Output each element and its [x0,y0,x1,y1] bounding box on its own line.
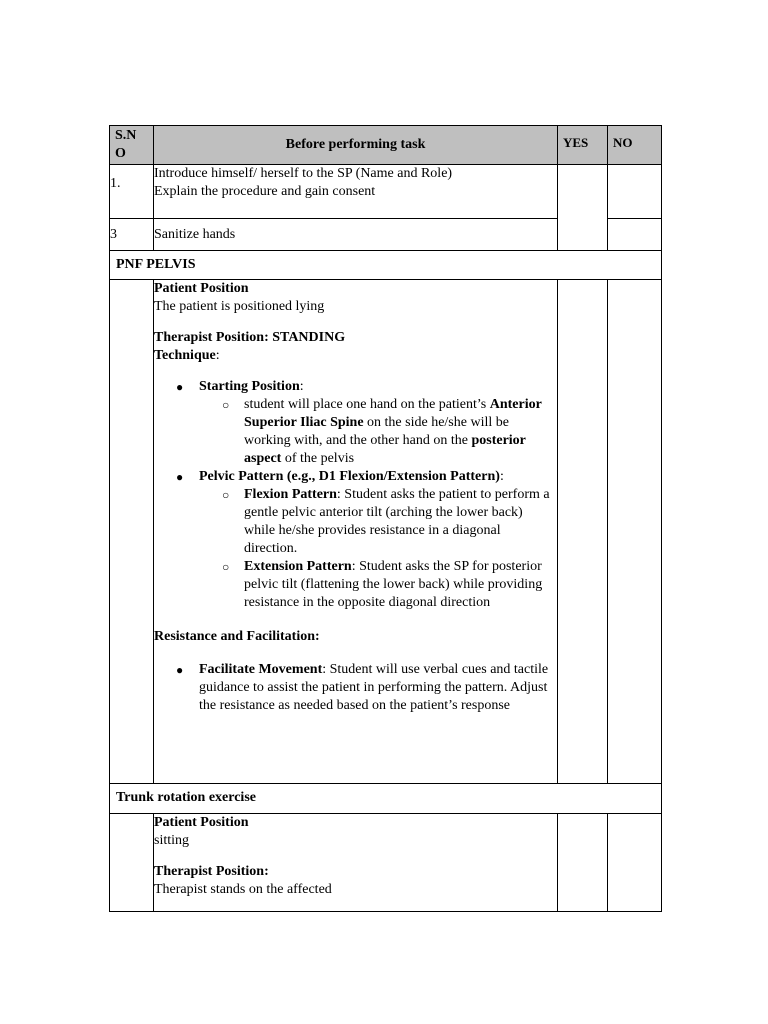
yes-checkbox-cell[interactable] [558,814,608,912]
no-checkbox-cell[interactable] [608,280,662,784]
sub-bullet-icon: ○ [222,398,230,412]
table-row [110,814,662,912]
no-checkbox-cell[interactable] [608,165,662,219]
row-task [154,219,558,251]
no-checkbox-cell[interactable] [608,219,662,251]
starting-text: student will place one hand on the patient’s [244,397,490,412]
sno-header [110,126,154,165]
list-item [154,661,557,715]
no-checkbox-cell[interactable] [608,814,662,912]
section-heading-pnf-pelvis: PNF PELVIS [110,251,662,280]
starting-position-colon: : [299,379,304,394]
patient-position-text: sitting [154,833,190,848]
bullet-icon: ● [176,470,184,484]
technique-line [154,347,557,365]
no-label: NO [613,135,633,150]
list-item [154,486,557,558]
starting-text: on the side he/she will be working with, and the other hand on the [244,415,509,448]
table-row [110,280,662,784]
table-row [110,165,662,219]
starting-text: of the pelvis [281,451,355,466]
row-number [110,165,154,219]
yes-label: YES [563,135,589,150]
section-heading-trunk-rotation: Trunk rotation exercise [110,784,662,814]
patient-position-label: Patient Position [154,815,249,830]
technique-colon: : [215,348,220,363]
task-line: Introduce himself/ herself to the SP (Name and Role) [154,166,453,181]
starting-position-label: Starting Position [199,379,300,394]
row-task [154,165,558,219]
facilitate-movement-text: : Student will use verbal cues and tactile guidance to assist the patient in performing the pattern. Adjust the resistance as needed based on the patient’s response [199,662,549,713]
flexion-pattern-text: : Student asks the patient to perform a gentle pelvic anterior tilt (arching the lower back) while he/she provides resistance in a diagonal direction. [244,487,550,556]
resistance-facilitation-label: Resistance and Facilitation: [154,629,320,644]
patient-position-text: The patient is positioned lying [154,299,325,314]
row-number [110,814,154,912]
row-number-text: 3 [110,227,117,242]
task-header [154,126,558,165]
asis-term: Anterior Superior Iliac Spine [244,397,542,430]
sub-bullet-icon: ○ [222,488,230,502]
patient-position-label: Patient Position [154,281,249,296]
posterior-aspect-term: posterior aspect [244,433,526,466]
therapist-position-label: Therapist Position: STANDING [154,330,346,345]
row-number [110,280,154,784]
yes-checkbox-cell[interactable] [558,280,608,784]
list-item [154,558,557,612]
flexion-pattern-label: Flexion Pattern [244,487,337,502]
task-line: Explain the procedure and gain consent [154,184,376,199]
therapist-position-text: Therapist stands on the affected [154,882,332,897]
sno-label: S.N O [115,128,137,161]
facilitate-movement-label: Facilitate Movement [199,662,323,677]
yes-checkbox-cell[interactable] [558,165,608,251]
bullet-icon: ● [176,663,184,677]
row-number-text: 1. [110,176,121,191]
therapist-position-label: Therapist Position: [154,864,269,879]
sub-bullet-icon: ○ [222,560,230,574]
pnf-pelvis-content [154,280,558,784]
section-heading-row [110,251,662,280]
pelvic-pattern-label: Pelvic Pattern (e.g., D1 Flexion/Extension Pattern) [199,469,500,484]
task-line: Sanitize hands [154,227,236,242]
trunk-rotation-content [154,814,558,912]
list-item [154,378,557,396]
row-number [110,219,154,251]
extension-pattern-label: Extension Pattern [244,559,352,574]
checklist-table [109,125,662,912]
list-item [154,468,557,486]
bullet-icon: ● [176,380,184,394]
header-row [110,126,662,165]
extension-pattern-text: : Student asks the SP for posterior pelvic tilt (flattening the lower back) while providing resistance in the opposite diagonal direction [244,559,543,610]
no-header [608,126,662,165]
list-item [154,396,557,468]
task-header-label: Before performing task [285,137,426,152]
technique-label: Technique [154,348,216,363]
yes-header [558,126,608,165]
section-heading-row [110,784,662,814]
pelvic-pattern-colon: : [499,469,504,484]
